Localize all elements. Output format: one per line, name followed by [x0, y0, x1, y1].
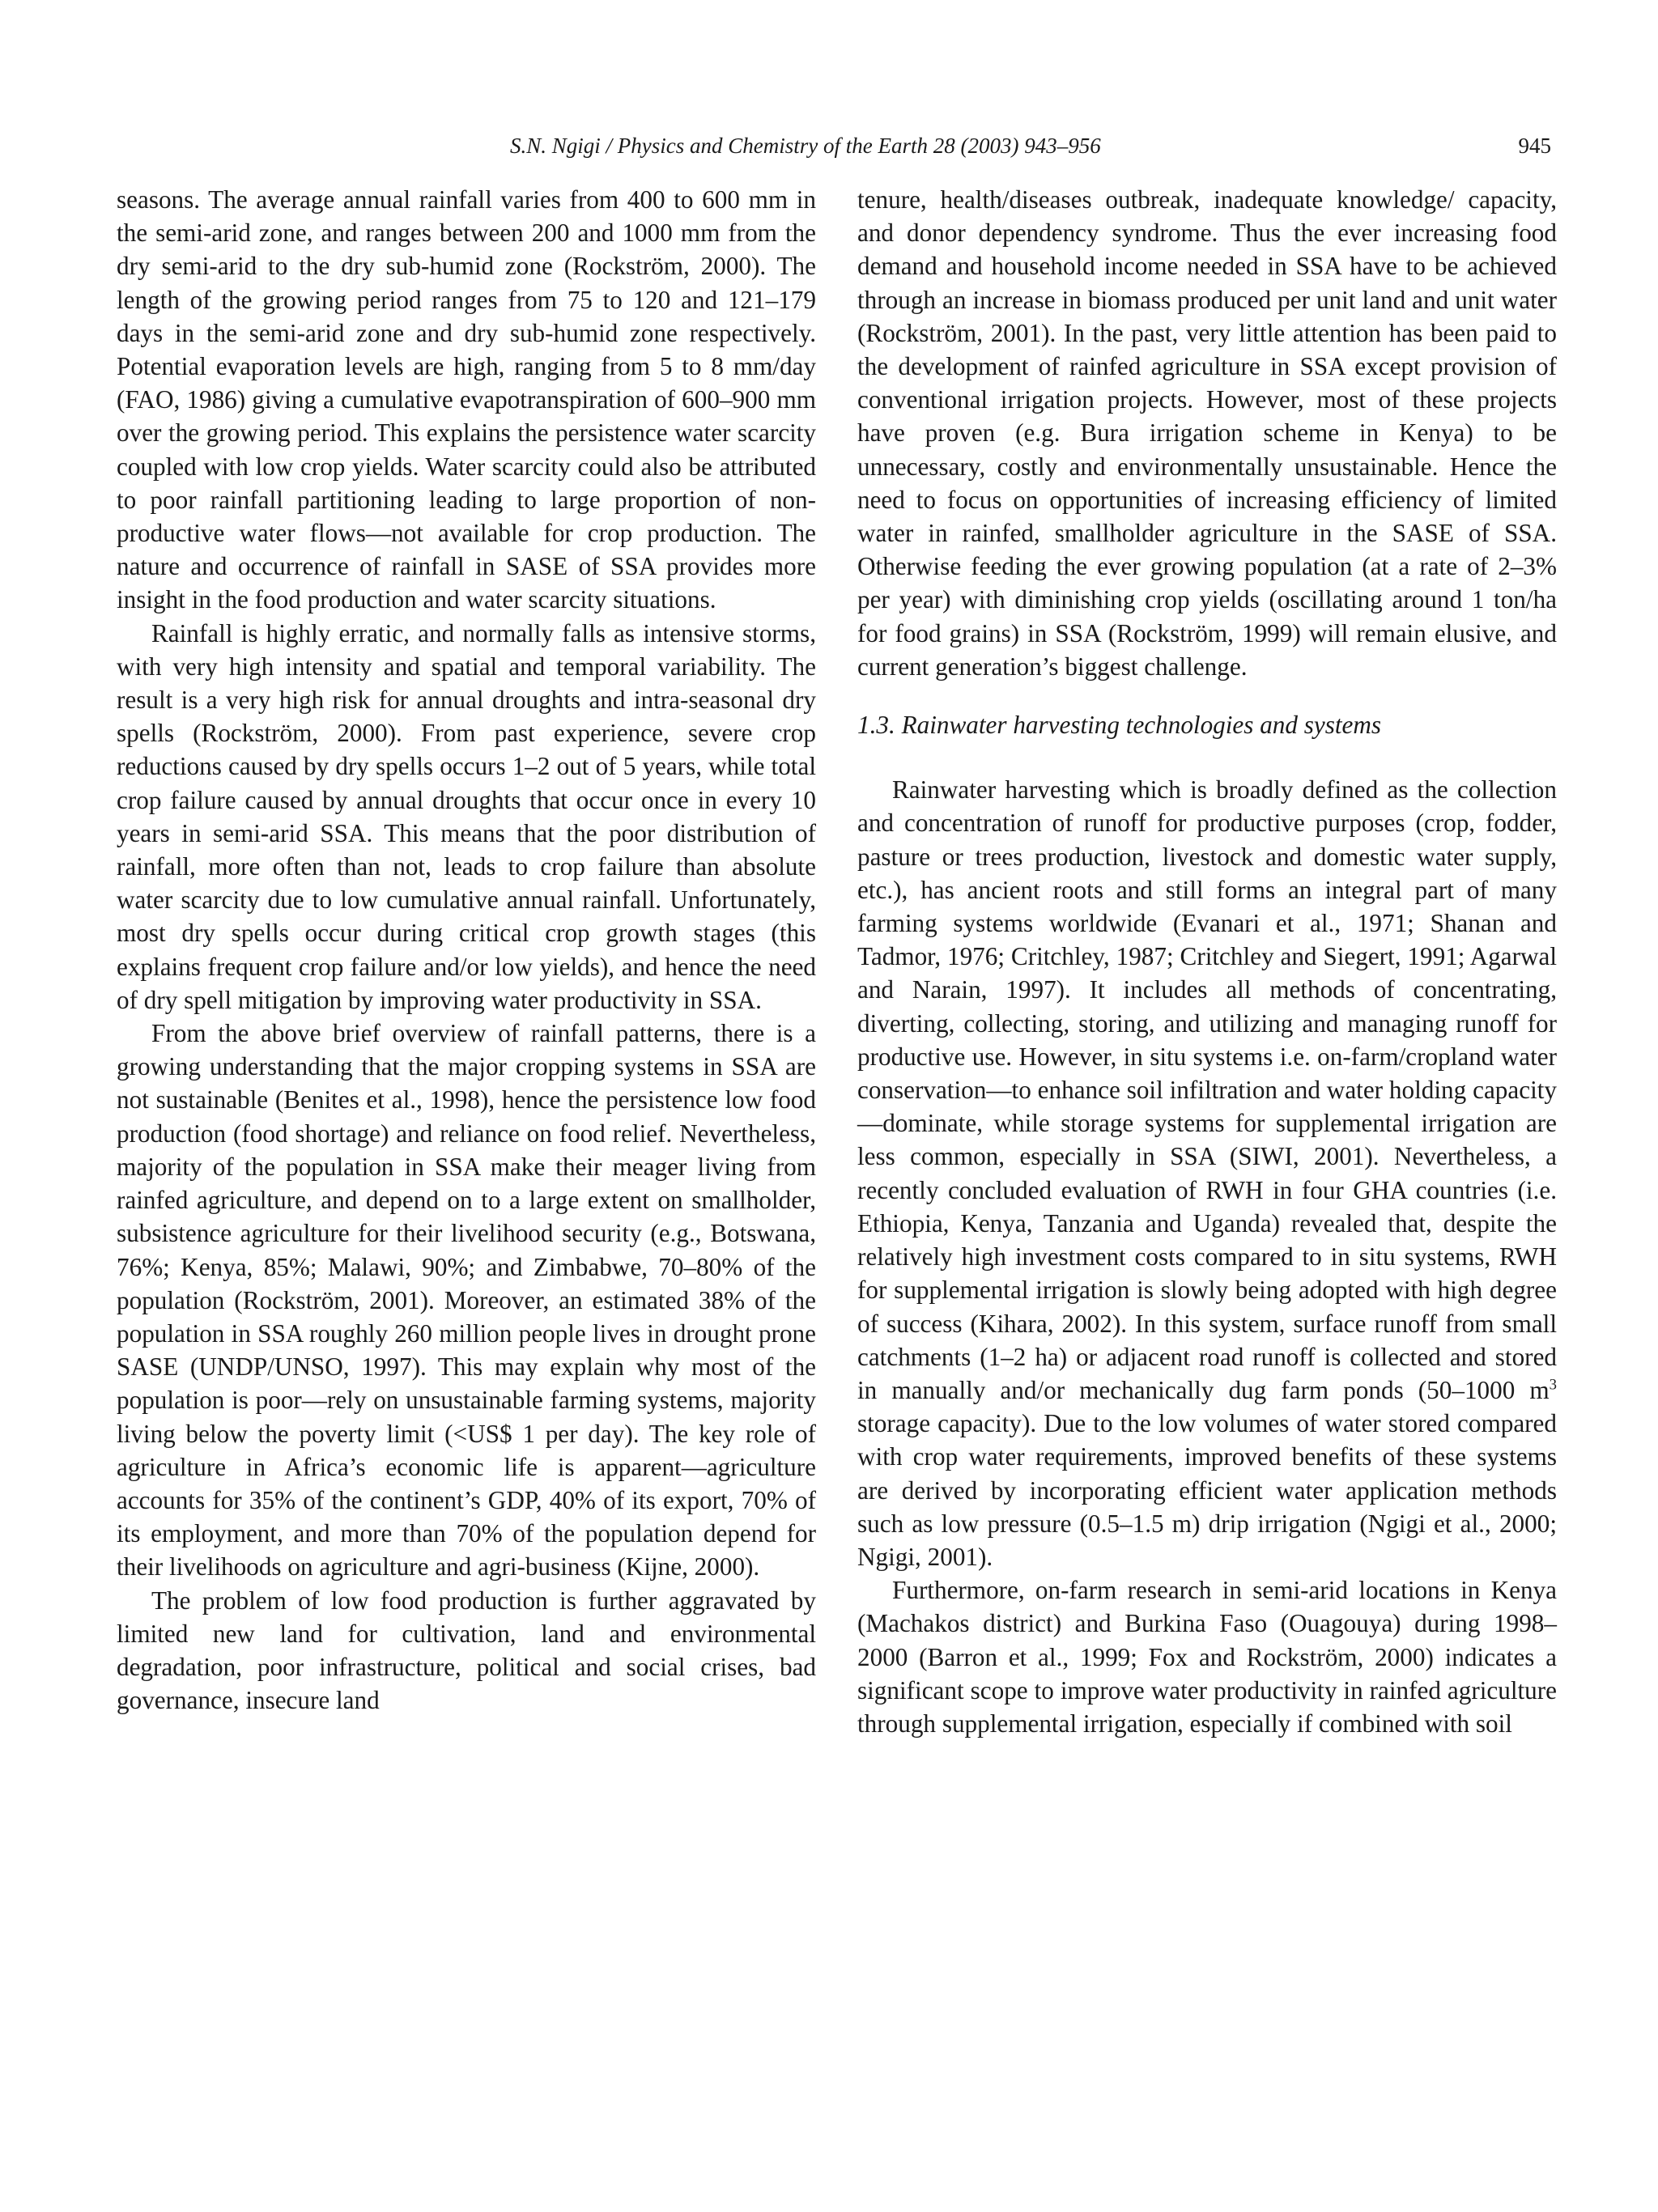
paragraph-rainfall-overview: seasons. The average annual rainfall varies from 400 to 600 mm in the semi-arid zone, and ranges between 200 and 1000 mm from the dry semi-arid to the dry sub-humid zone (Rockström, 2000). The length of the growing period ranges from 75 to 120 and 121–179 days in the semi-arid zone and dry sub-humid zone respectively. Potential evaporation levels are high, ranging from 5 to 8 mm/day (FAO, 1986) giving a cumulative evapotranspiration of 600–900 mm over the growing period. This explains the persistence water scarcity coupled with low crop yields. Water scarcity could also be attributed to poor rainfall partitioning leading to large proportion of non-productive water flows—not available for crop production. The nature and occurrence of rainfall in SASE of SSA provides more insight in the food production and water scarcity situations.: [117, 185, 816, 614]
right-column: [857, 183, 1557, 1740]
rwh-text-part-2: storage capacity). Due to the low volumes of water stored compared with crop water requirements, improved benefits of these systems are derived by incorporating efficient water application methods such as low pressure (0.5–1.5 m) drip irrigation (Ngigi et al., 2000; Ngigi, 2001).: [857, 1409, 1557, 1571]
left-column: [117, 183, 816, 1717]
rwh-text-part-1: Rainwater harvesting which is broadly defined as the collection and concentration of runoff for productive purposes (crop, fodder, pasture or trees production, livestock and domestic water supply, etc.), has ancient roots and still forms an integral part of many farming systems worldwide (Evanari et al., 1971; Shanan and Tadmor, 1976; Critchley, 1987; Critchley and Siegert, 1991; Agarwal and Narain, 1997). It includes all methods of concentrating, diverting, collecting, storing, and utilizing and managing runoff for productive use. However, in situ systems i.e. on-farm/cropland water conservation—to enhance soil infiltration and water holding capacity—dominate, while storage systems for supplemental irrigation are less common, especially in SSA (SIWI, 2001). Nevertheless, a recently concluded evaluation of RWH in four GHA countries (i.e. Ethiopia, Kenya, Tanzania and Uganda) revealed that, despite the relatively high investment costs compared to in situ systems, RWH for supplemental irrigation is slowly being adopted with high degree of success (Kihara, 2002). In this system, surface runoff from small catchments (1–2 ha) or adjacent road runoff is collected and stored in manually and/or mechanically dug farm ponds (50–1000 m: [857, 775, 1557, 1404]
paragraph-low-food-production: The problem of low food production is further aggravated by limited new land for cultivation, land and environmental degradation, poor infrastructure, political and social crises, bad governance, insecure land: [117, 1586, 816, 1715]
page-number: 945: [1518, 134, 1551, 158]
journal-citation: S.N. Ngigi / Physics and Chemistry of the Earth 28 (2003) 943–956: [510, 134, 1101, 158]
paragraph-rainwater-harvesting: [857, 773, 1557, 1573]
cubic-superscript: 3: [1549, 1376, 1557, 1394]
paragraph-rainfall-erratic: Rainfall is highly erratic, and normally falls as intensive storms, with very high intensity and spatial and temporal variability. The result is a very high risk for annual droughts and intra-seasonal dry spells (Rockström, 2000). From past experience, severe crop reductions caused by dry spells occurs 1–2 out of 5 years, while total crop failure caused by annual droughts that occur once in every 10 years in semi-arid SSA. This means that the poor distribution of rainfall, more often than not, leads to crop failure than absolute water scarcity due to low cumulative annual rainfall. Unfortunately, most dry spells occur during critical crop growth stages (this explains frequent crop failure and/or low yields), and hence the need of dry spell mitigation by improving water productivity in SSA.: [117, 618, 816, 1014]
paragraph-cropping-systems: From the above brief overview of rainfall patterns, there is a growing understanding that the major cropping systems in SSA are not sustainable (Benites et al., 1998), hence the persistence low food production (food shortage) and reliance on food relief. Nevertheless, majority of the population in SSA make their meager living from rainfed agriculture, and depend on to a large extent on smallholder, subsistence agriculture for their livelihood security (e.g., Botswana, 76%; Kenya, 85%; Malawi, 90%; and Zimbabwe, 70–80% of the population (Rockström, 2001). Moreover, an estimated 38% of the population in SSA roughly 260 million people lives in drought prone SASE (UNDP/UNSO, 1997). This may explain why most of the population is poor—rely on unsustainable farming systems, majority living below the poverty limit (<US$ 1 per day). The key role of agriculture in Africa’s economic life is apparent—agriculture accounts for 35% of the continent’s GDP, 40% of its export, 70% of its employment, and more than 70% of the population depend for their livelihoods on agriculture and agri-business (Kijne, 2000).: [117, 1019, 816, 1582]
paragraph-on-farm-research: Furthermore, on-farm research in semi-arid locations in Kenya (Machakos district) and Burkina Faso (Ouagouya) during 1998–2000 (Barron et al., 1999; Fox and Rockström, 2000) indicates a significant scope to improve water productivity in rainfed agriculture through supplemental irrigation, especially if combined with soil: [857, 1576, 1557, 1738]
running-head: [0, 129, 1658, 162]
section-heading: 1.3. Rainwater harvesting technologies and systems: [857, 711, 1382, 740]
paragraph-land-tenure: tenure, health/diseases outbreak, inadequate knowledge/ capacity, and donor dependency syndrome. Thus the ever increasing food demand and household income needed in SSA have to be achieved through an increase in biomass produced per unit land and unit water (Rockström, 2001). In the past, very little attention has been paid to the development of rainfed agriculture in SSA except provision of conventional irrigation projects. However, most of these projects have proven (e.g. Bura irrigation scheme in Kenya) to be unnecessary, costly and environmentally unsustainable. Hence the need to focus on opportunities of increasing efficiency of limited water in rainfed, smallholder agriculture in the SASE of SSA. Otherwise feeding the ever growing population (at a rate of 2–3% per year) with diminishing crop yields (oscillating around 1 ton/ha for food grains) in SSA (Rockström, 1999) will remain elusive, and current generation’s biggest challenge.: [857, 185, 1557, 681]
